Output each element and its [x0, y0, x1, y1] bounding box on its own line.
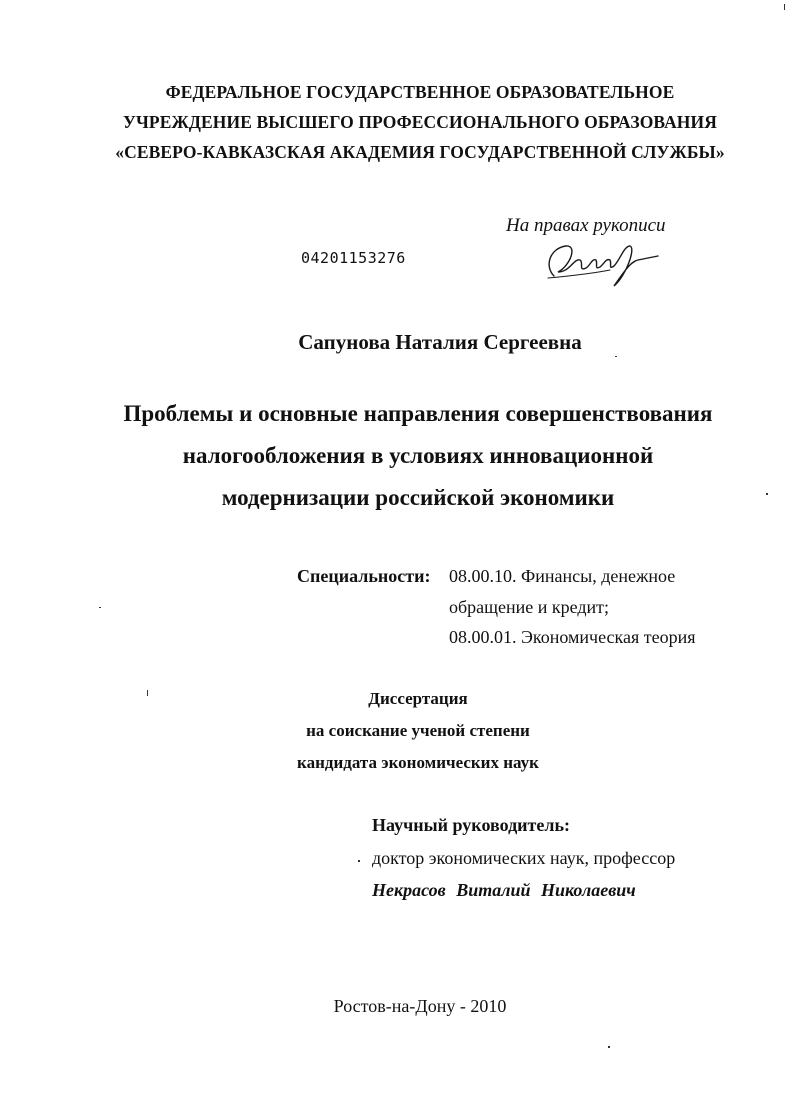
- scan-speck: [358, 860, 360, 862]
- institution-line-2: УЧРЕЖДЕНИЕ ВЫСШЕГО ПРОФЕССИОНАЛЬНОГО ОБРАЗОВАНИЯ: [123, 112, 717, 132]
- dissertation-degree-line: на соискание ученой степени: [306, 721, 530, 740]
- supervisor-name: Некрасов Виталий Николаевич: [372, 880, 636, 900]
- handwritten-signature: [540, 236, 660, 292]
- specialty-line-2: обращение и кредит;: [449, 597, 610, 617]
- institution-line-3: «СЕВЕРО-КАВКАЗСКАЯ АКАДЕМИЯ ГОСУДАРСТВЕННОЙ СЛУЖБЫ»: [115, 142, 725, 162]
- specialty-line-3: 08.00.01. Экономическая теория: [449, 627, 696, 647]
- catalog-code: 04201153276: [301, 249, 406, 267]
- thesis-title-line-1: Проблемы и основные направления совершенствования: [123, 401, 713, 426]
- scan-speck: [615, 356, 617, 357]
- thesis-title-line-2: налогообложения в условиях инновационной: [182, 443, 654, 468]
- scan-speck: [99, 607, 101, 608]
- dissertation-label: Диссертация: [368, 689, 468, 708]
- author-name: Сапунова Наталия Сергеевна: [298, 330, 582, 354]
- manuscript-rights-note: На правах рукописи: [506, 215, 666, 236]
- city-year: Ростов-на-Дону - 2010: [333, 996, 507, 1016]
- specialty-line-1: 08.00.10. Финансы, денежное: [449, 566, 676, 586]
- scan-speck: [766, 493, 768, 495]
- institution-line-1: ФЕДЕРАЛЬНОЕ ГОСУДАРСТВЕННОЕ ОБРАЗОВАТЕЛЬНОЕ: [165, 82, 675, 102]
- scan-speck: [608, 1046, 610, 1048]
- supervisor-degree: доктор экономических наук, профессор: [372, 848, 676, 868]
- thesis-title-line-3: модернизации российской экономики: [221, 485, 615, 510]
- dissertation-field-line: кандидата экономических наук: [297, 753, 539, 772]
- scan-speck: [147, 690, 148, 696]
- specialties-label: Специальности:: [297, 566, 431, 586]
- scan-speck: [784, 4, 785, 10]
- supervisor-heading: Научный руководитель:: [372, 815, 570, 835]
